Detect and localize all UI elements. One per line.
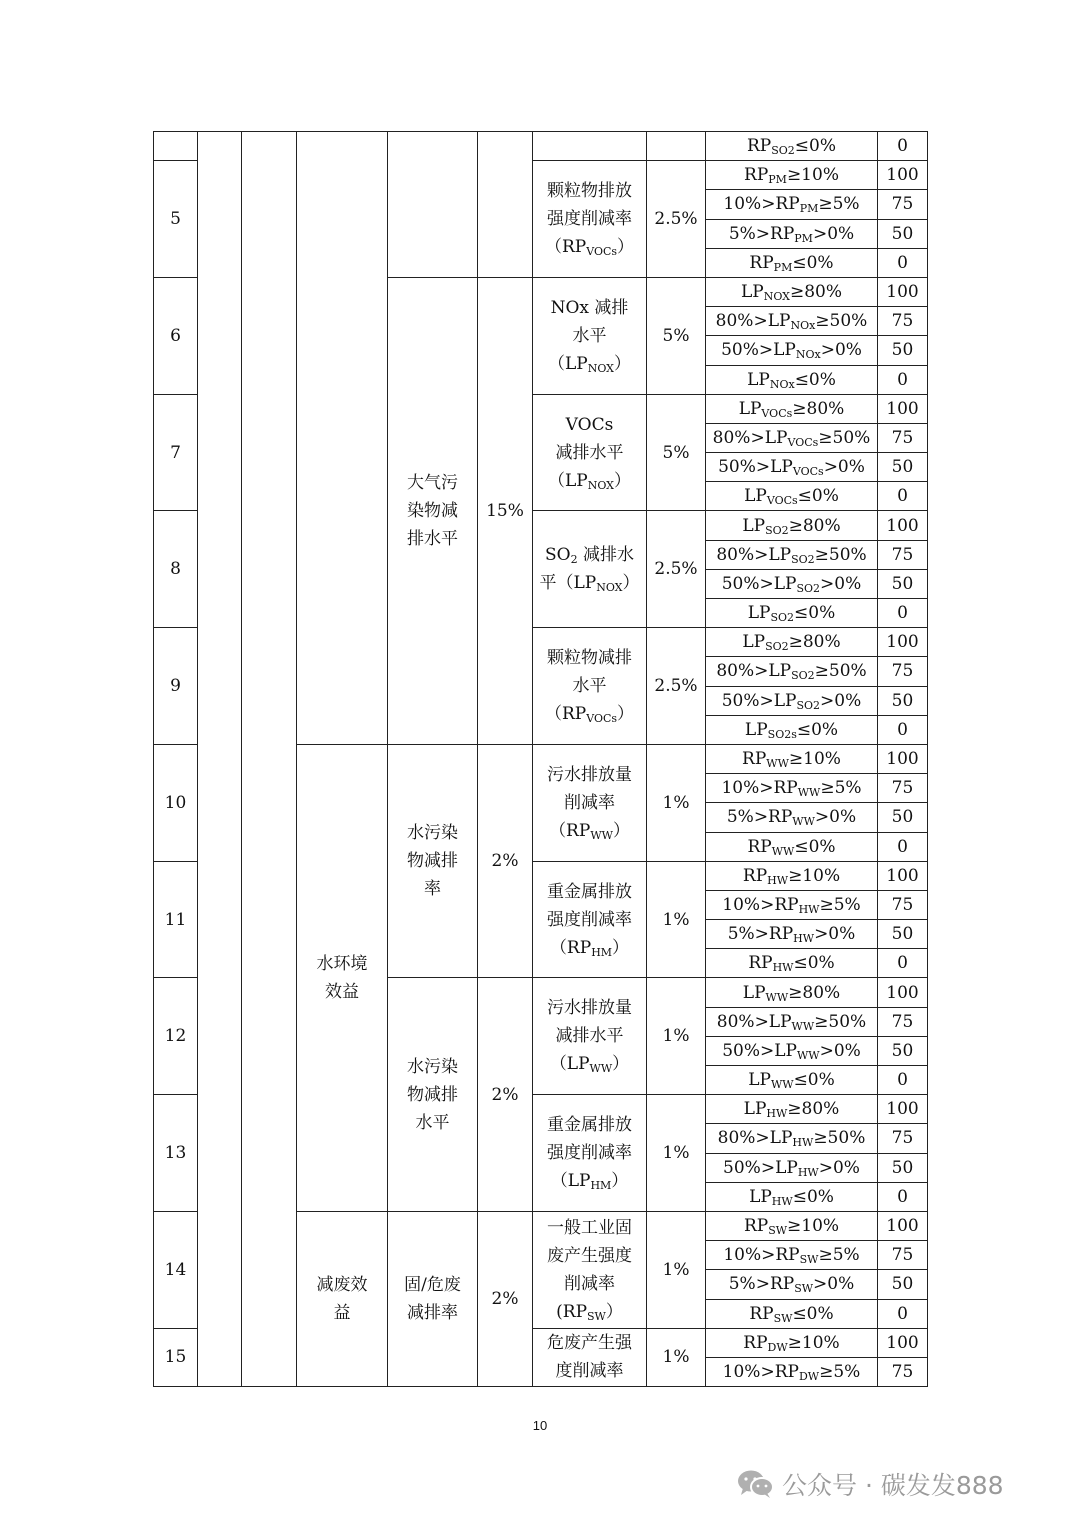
score-cell: 50 xyxy=(878,1270,928,1299)
indicator-cell: 颗粒物减排 水平 $(RP_{VOCs})$ xyxy=(533,628,647,745)
no-cell: 10 xyxy=(154,744,198,861)
weight-cell: 1% xyxy=(647,1095,706,1212)
indicator-table xyxy=(153,131,928,1387)
condition-cell: $5\%>RP_{WW}>0\%$ xyxy=(706,803,878,832)
score-cell: 50 xyxy=(878,920,928,949)
indicator-cell: 重金属排放 强度削减率 $(LP_{HM})$ xyxy=(533,1095,647,1212)
score-cell: 100 xyxy=(878,861,928,890)
indicator-cell: 颗粒物排放 强度削减率 $(RP_{VOCs})$ xyxy=(533,161,647,278)
condition-cell: $LP_{HW}\ge 80\%$ xyxy=(706,1095,878,1124)
score-cell: 0 xyxy=(878,482,928,511)
no-cell: 7 xyxy=(154,394,198,511)
score-cell: 75 xyxy=(878,307,928,336)
score-cell: 75 xyxy=(878,1357,928,1386)
no-cell xyxy=(154,132,198,161)
level-weight-cell: 2% xyxy=(478,978,533,1212)
benefit-cell: 减废效 益 xyxy=(297,1211,388,1386)
score-cell: 100 xyxy=(878,744,928,773)
score-cell: 0 xyxy=(878,1182,928,1211)
level-weight-cell: 2% xyxy=(478,1211,533,1386)
level-cell: 固/危废 减排率 xyxy=(388,1211,478,1386)
score-cell: 75 xyxy=(878,540,928,569)
condition-cell: $50\%>LP_{SO2}>0\%$ xyxy=(706,569,878,598)
score-cell: 50 xyxy=(878,453,928,482)
score-cell: 75 xyxy=(878,890,928,919)
indicator-cell: VOCs 减排水平 $(LP_{NOX})$ xyxy=(533,394,647,511)
weight-cell: 1% xyxy=(647,1328,706,1386)
indicator-cell: 污水排放量 削减率 $(RP_{WW})$ xyxy=(533,744,647,861)
condition-cell: $10\%>RP_{WW}\ge 5\%$ xyxy=(706,774,878,803)
weight-cell: 2.5% xyxy=(647,628,706,745)
condition-cell: $80\%>LP_{SO2}\ge 50\%$ xyxy=(706,540,878,569)
benefit-cell xyxy=(297,132,388,745)
level-cell: 大气污 染物减 排水平 xyxy=(388,277,478,744)
indicator-cell: $SO_2$ 减排水 平$(LP_{NOX})$ xyxy=(533,511,647,628)
weight-cell: 5% xyxy=(647,394,706,511)
condition-cell: $5\%>RP_{HW}>0\%$ xyxy=(706,920,878,949)
condition-cell: $80\%>LP_{NOx}\ge 50\%$ xyxy=(706,307,878,336)
level-cell: 水污染 物减排 水平 xyxy=(388,978,478,1212)
score-cell: 50 xyxy=(878,336,928,365)
weight-cell: 2.5% xyxy=(647,161,706,278)
condition-cell: $50\%>LP_{SO2}>0\%$ xyxy=(706,686,878,715)
score-cell: 0 xyxy=(878,949,928,978)
indicator-cell: 一般工业固 废产生强度 削减率 $(RP_{SW})$ xyxy=(533,1211,647,1328)
score-cell: 0 xyxy=(878,365,928,394)
level-cell: 水污染 物减排 率 xyxy=(388,744,478,978)
weight-cell: 2.5% xyxy=(647,511,706,628)
condition-cell: $LP_{SO2}\le 0\%$ xyxy=(706,599,878,628)
weight-cell xyxy=(647,132,706,161)
condition-cell: $LP_{HW}\le 0\%$ xyxy=(706,1182,878,1211)
condition-cell: $80\%>LP_{HW}\ge 50\%$ xyxy=(706,1124,878,1153)
benefit-cell: 水环境 效益 xyxy=(297,744,388,1211)
score-cell: 75 xyxy=(878,1124,928,1153)
score-cell: 75 xyxy=(878,423,928,452)
condition-cell: $50\%>LP_{HW}>0\%$ xyxy=(706,1153,878,1182)
no-cell: 15 xyxy=(154,1328,198,1386)
score-cell: 100 xyxy=(878,1095,928,1124)
page-number: 10 xyxy=(532,1418,548,1433)
score-cell: 100 xyxy=(878,628,928,657)
score-cell: 100 xyxy=(878,394,928,423)
condition-cell: $LP_{NOx}\le 0\%$ xyxy=(706,365,878,394)
weight-cell: 1% xyxy=(647,978,706,1095)
condition-cell: $RP_{WW}\le 0\%$ xyxy=(706,832,878,861)
weight-cell: 1% xyxy=(647,1211,706,1328)
indicator-cell xyxy=(533,132,647,161)
condition-cell: $50\%>LP_{NOx}>0\%$ xyxy=(706,336,878,365)
condition-cell: $10\%>RP_{PM}\ge 5\%$ xyxy=(706,190,878,219)
condition-cell: $10\%>RP_{DW}\ge 5\%$ xyxy=(706,1357,878,1386)
condition-cell: $5\%>RP_{SW}>0\%$ xyxy=(706,1270,878,1299)
no-cell: 6 xyxy=(154,277,198,394)
condition-cell: $50\%>LP_{VOCs}>0\%$ xyxy=(706,453,878,482)
level-weight-cell xyxy=(478,132,533,278)
condition-cell: $LP_{SO2}\ge 80\%$ xyxy=(706,628,878,657)
condition-cell: $LP_{WW}\ge 80\%$ xyxy=(706,978,878,1007)
condition-cell: $80\%>LP_{WW}\ge 50\%$ xyxy=(706,1007,878,1036)
weight-cell: 1% xyxy=(647,744,706,861)
condition-cell: $80\%>LP_{VOCs}\ge 50\%$ xyxy=(706,423,878,452)
indicator-cell: NOx 减排 水平 $(LP_{NOX})$ xyxy=(533,277,647,394)
score-cell: 75 xyxy=(878,1007,928,1036)
level-cell xyxy=(388,132,478,278)
condition-cell: $RP_{PM}\le 0\%$ xyxy=(706,248,878,277)
indicator-cell: 重金属排放 强度削减率 $(RP_{HM})$ xyxy=(533,861,647,978)
score-cell: 50 xyxy=(878,1036,928,1065)
score-cell: 75 xyxy=(878,1241,928,1270)
score-cell: 50 xyxy=(878,803,928,832)
score-cell: 100 xyxy=(878,511,928,540)
table-row xyxy=(154,132,928,161)
score-cell: 100 xyxy=(878,161,928,190)
condition-cell: $LP_{SO2s}\le 0\%$ xyxy=(706,715,878,744)
table-body xyxy=(154,132,928,1387)
score-cell: 100 xyxy=(878,1328,928,1357)
watermark xyxy=(736,1466,1004,1502)
score-cell: 100 xyxy=(878,1211,928,1240)
no-cell: 5 xyxy=(154,161,198,278)
no-cell: 8 xyxy=(154,511,198,628)
score-cell: 100 xyxy=(878,978,928,1007)
condition-cell: $RP_{HW}\le 0\%$ xyxy=(706,949,878,978)
weight-cell: 1% xyxy=(647,861,706,978)
no-cell: 9 xyxy=(154,628,198,745)
condition-cell: $5\%>RP_{PM}>0\%$ xyxy=(706,219,878,248)
score-cell: 0 xyxy=(878,1066,928,1095)
no-cell: 12 xyxy=(154,978,198,1095)
condition-cell: $80\%>LP_{SO2}\ge 50\%$ xyxy=(706,657,878,686)
score-cell: 0 xyxy=(878,1299,928,1328)
condition-cell: $10\%>RP_{HW}\ge 5\%$ xyxy=(706,890,878,919)
indicator-cell: 危废产生强 度削减率 xyxy=(533,1328,647,1386)
condition-cell: $LP_{NOX}\ge 80\%$ xyxy=(706,277,878,306)
subcategory-cell xyxy=(242,132,297,1387)
score-cell: 0 xyxy=(878,248,928,277)
score-cell: 0 xyxy=(878,132,928,161)
condition-cell: $LP_{VOCs}\le 0\%$ xyxy=(706,482,878,511)
score-cell: 0 xyxy=(878,832,928,861)
watermark-text: 公众号 · 碳发发888 xyxy=(782,1471,1004,1500)
score-cell: 75 xyxy=(878,774,928,803)
condition-cell: $RP_{SO2}\le 0\%$ xyxy=(706,132,878,161)
condition-cell: $LP_{SO2}\ge 80\%$ xyxy=(706,511,878,540)
score-cell: 0 xyxy=(878,715,928,744)
level-weight-cell: 2% xyxy=(478,744,533,978)
condition-cell: $LP_{WW}\le 0\%$ xyxy=(706,1066,878,1095)
no-cell: 13 xyxy=(154,1095,198,1212)
wechat-icon xyxy=(736,1469,774,1499)
score-cell: 50 xyxy=(878,686,928,715)
condition-cell: $RP_{DW}\ge 10\%$ xyxy=(706,1328,878,1357)
score-cell: 100 xyxy=(878,277,928,306)
score-cell: 75 xyxy=(878,657,928,686)
score-cell: 75 xyxy=(878,190,928,219)
score-cell: 50 xyxy=(878,219,928,248)
condition-cell: $RP_{PM}\ge 10\%$ xyxy=(706,161,878,190)
score-cell: 50 xyxy=(878,569,928,598)
condition-cell: $50\%>LP_{WW}>0\%$ xyxy=(706,1036,878,1065)
weight-cell: 5% xyxy=(647,277,706,394)
score-cell: 50 xyxy=(878,1153,928,1182)
level-weight-cell: 15% xyxy=(478,277,533,744)
no-cell: 11 xyxy=(154,861,198,978)
condition-cell: $RP_{HW}\ge 10\%$ xyxy=(706,861,878,890)
category-cell xyxy=(198,132,242,1387)
no-cell: 14 xyxy=(154,1211,198,1328)
score-cell: 0 xyxy=(878,599,928,628)
condition-cell: $LP_{VOCs}\ge 80\%$ xyxy=(706,394,878,423)
condition-cell: $RP_{WW}\ge 10\%$ xyxy=(706,744,878,773)
indicator-cell: 污水排放量 减排水平 $(LP_{WW})$ xyxy=(533,978,647,1095)
condition-cell: $RP_{SW}\ge 10\%$ xyxy=(706,1211,878,1240)
condition-cell: $RP_{SW}\le 0\%$ xyxy=(706,1299,878,1328)
condition-cell: $10\%>RP_{SW}\ge 5\%$ xyxy=(706,1241,878,1270)
